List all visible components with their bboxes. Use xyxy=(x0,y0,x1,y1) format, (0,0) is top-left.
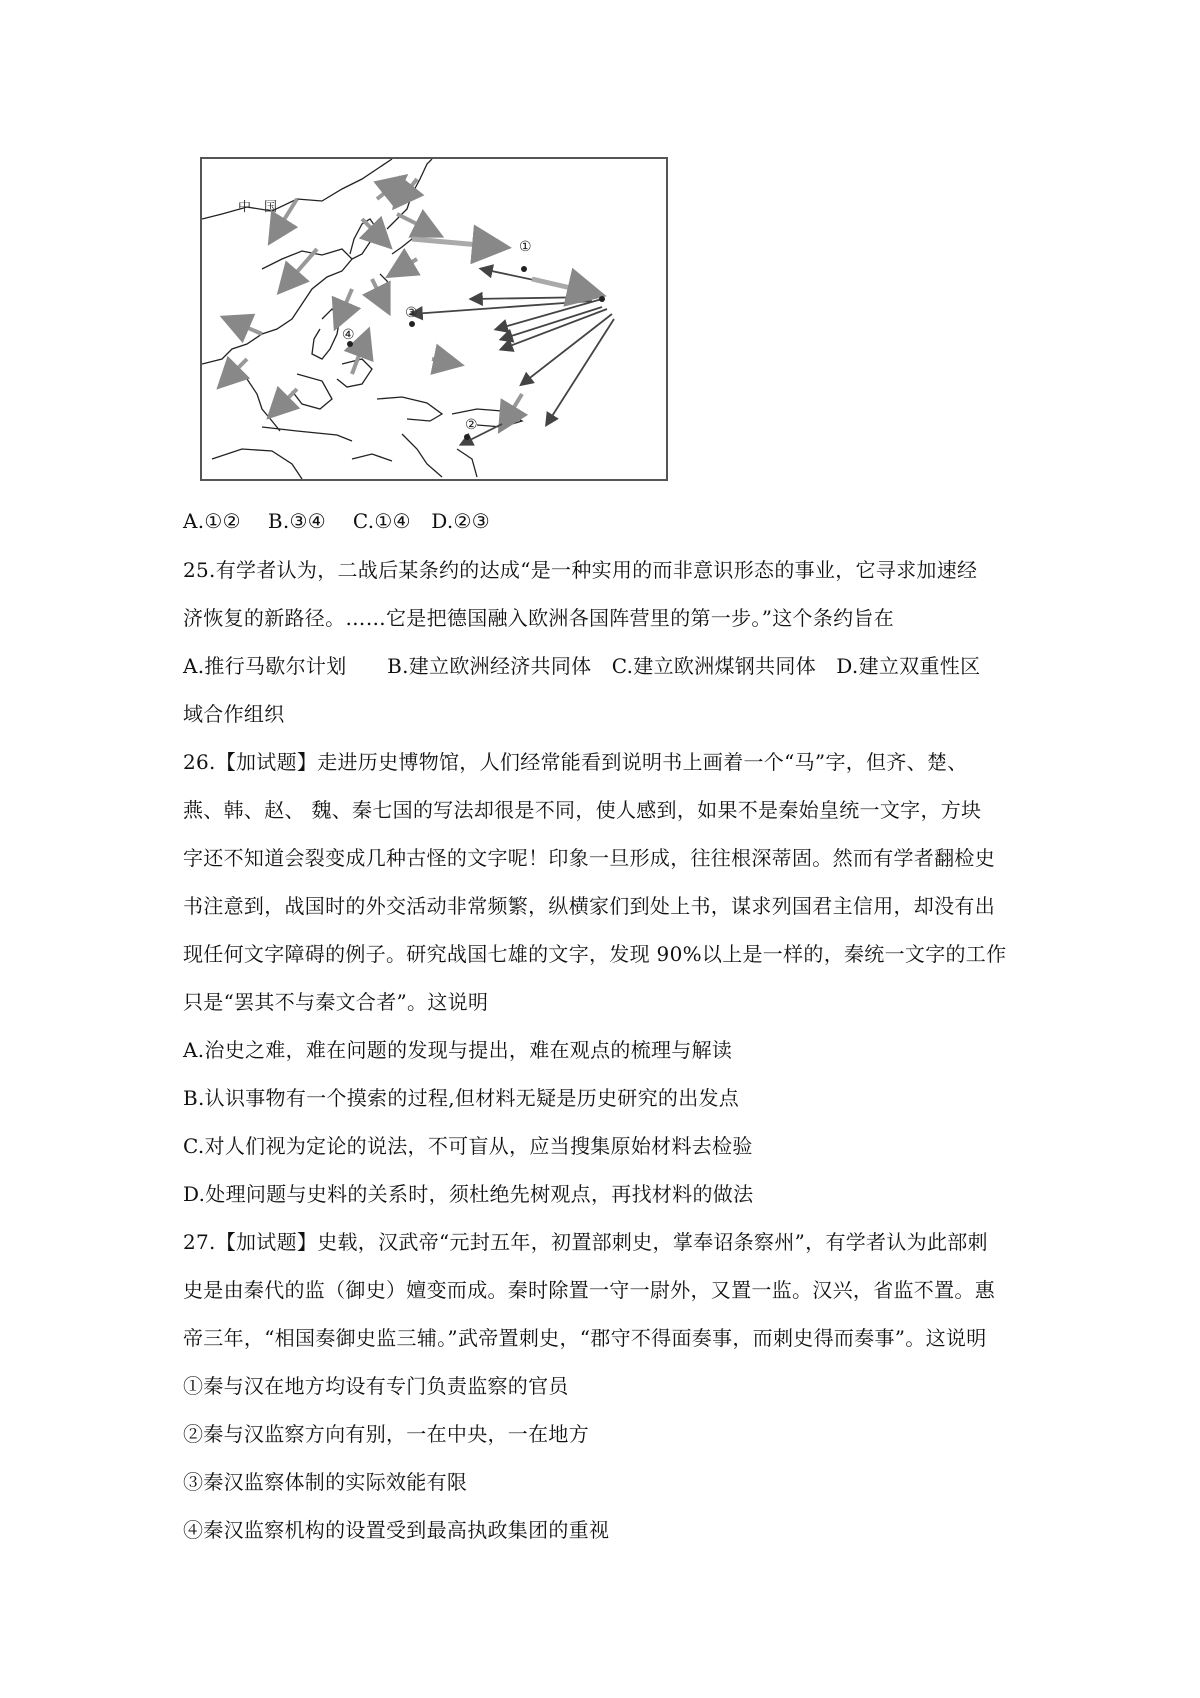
q26-option-c: C.对人们视为定论的说法，不可盲从，应当搜集原始材料去检验 xyxy=(183,1134,753,1158)
q27-statement-3: ③秦汉监察体制的实际效能有限 xyxy=(183,1470,468,1494)
q26-line-3: 字还不知道会裂变成几种古怪的文字呢！印象一旦形成，往往根深蒂固。然而有学者翻检史 xyxy=(183,846,995,870)
q26-option-a: A.治史之难，难在问题的发现与提出，难在观点的梳理与解读 xyxy=(183,1038,733,1062)
q26-line-1: 26.【加试题】走进历史博物馆，人们经常能看到说明书上画着一个“马”字，但齐、楚、 xyxy=(183,750,968,774)
pacific-war-map xyxy=(200,157,668,481)
q25-options-cont: 域合作组织 xyxy=(183,702,285,726)
map-label-china: 中 国 xyxy=(238,200,278,215)
q26-line-4: 书注意到，战国时的外交活动非常频繁，纵横家们到处上书，谋求列国君主信用，却没有出 xyxy=(183,894,995,918)
q27-statement-4: ④秦汉监察机构的设置受到最高执政集团的重视 xyxy=(183,1518,610,1542)
q26-line-5: 现任何文字障碍的例子。研究战国七雄的文字，发现 90%以上是一样的，秦统一文字的工作 xyxy=(183,942,1007,966)
map-marker-1: ① xyxy=(519,239,532,255)
q25-line-1: 25.有学者认为，二战后某条约的达成“是一种实用的而非意识形态的事业，它寻求加速经 xyxy=(183,558,978,582)
q27-statement-1: ①秦与汉在地方均设有专门负责监察的官员 xyxy=(183,1374,569,1398)
map-arrows-grey xyxy=(222,179,522,427)
q25-line-2: 济恢复的新路径。……它是把德国融入欧洲各国阵营里的第一步。”这个条约旨在 xyxy=(183,606,895,630)
q26-option-d: D.处理问题与史料的关系时，须杜绝先树观点，再找材料的做法 xyxy=(183,1182,754,1206)
map-marker-4: ④ xyxy=(342,327,355,343)
q26-line-2: 燕、韩、赵、 魏、秦七国的写法却很是不同，使人感到，如果不是秦始皇统一文字，方块 xyxy=(183,798,982,822)
q25-options: A.推行马歇尔计划 B.建立欧洲经济共同体 C.建立欧洲煤钢共同体 D.建立双重性区 xyxy=(183,654,981,678)
map-arrows-dark xyxy=(412,269,614,444)
q26-option-b: B.认识事物有一个摸索的过程,但材料无疑是历史研究的出发点 xyxy=(183,1086,740,1110)
q24-options: A.①② B.③④ C.①④ D.②③ xyxy=(183,509,490,533)
q26-line-6: 只是“罢其不与秦文合者”。这说明 xyxy=(183,990,489,1014)
q27-statement-2: ②秦与汉监察方向有别，一在中央，一在地方 xyxy=(183,1422,589,1446)
q27-line-1: 27.【加试题】史载，汉武帝“元封五年，初置部刺史，掌奉诏条察州”，有学者认为此部刺 xyxy=(183,1230,988,1254)
q27-line-3: 帝三年，“相国奏御史监三辅。”武帝置刺史，“郡守不得面奏事，而刺史得而奏事”。这说明 xyxy=(183,1326,987,1350)
map-marker-3: ③ xyxy=(405,305,418,321)
map-drawing xyxy=(202,159,666,479)
map-marker-2: ② xyxy=(465,417,478,433)
q27-line-2: 史是由秦代的监（御史）嬗变而成。秦时除置一守一尉外，又置一监。汉兴，省监不置。惠 xyxy=(183,1278,995,1302)
